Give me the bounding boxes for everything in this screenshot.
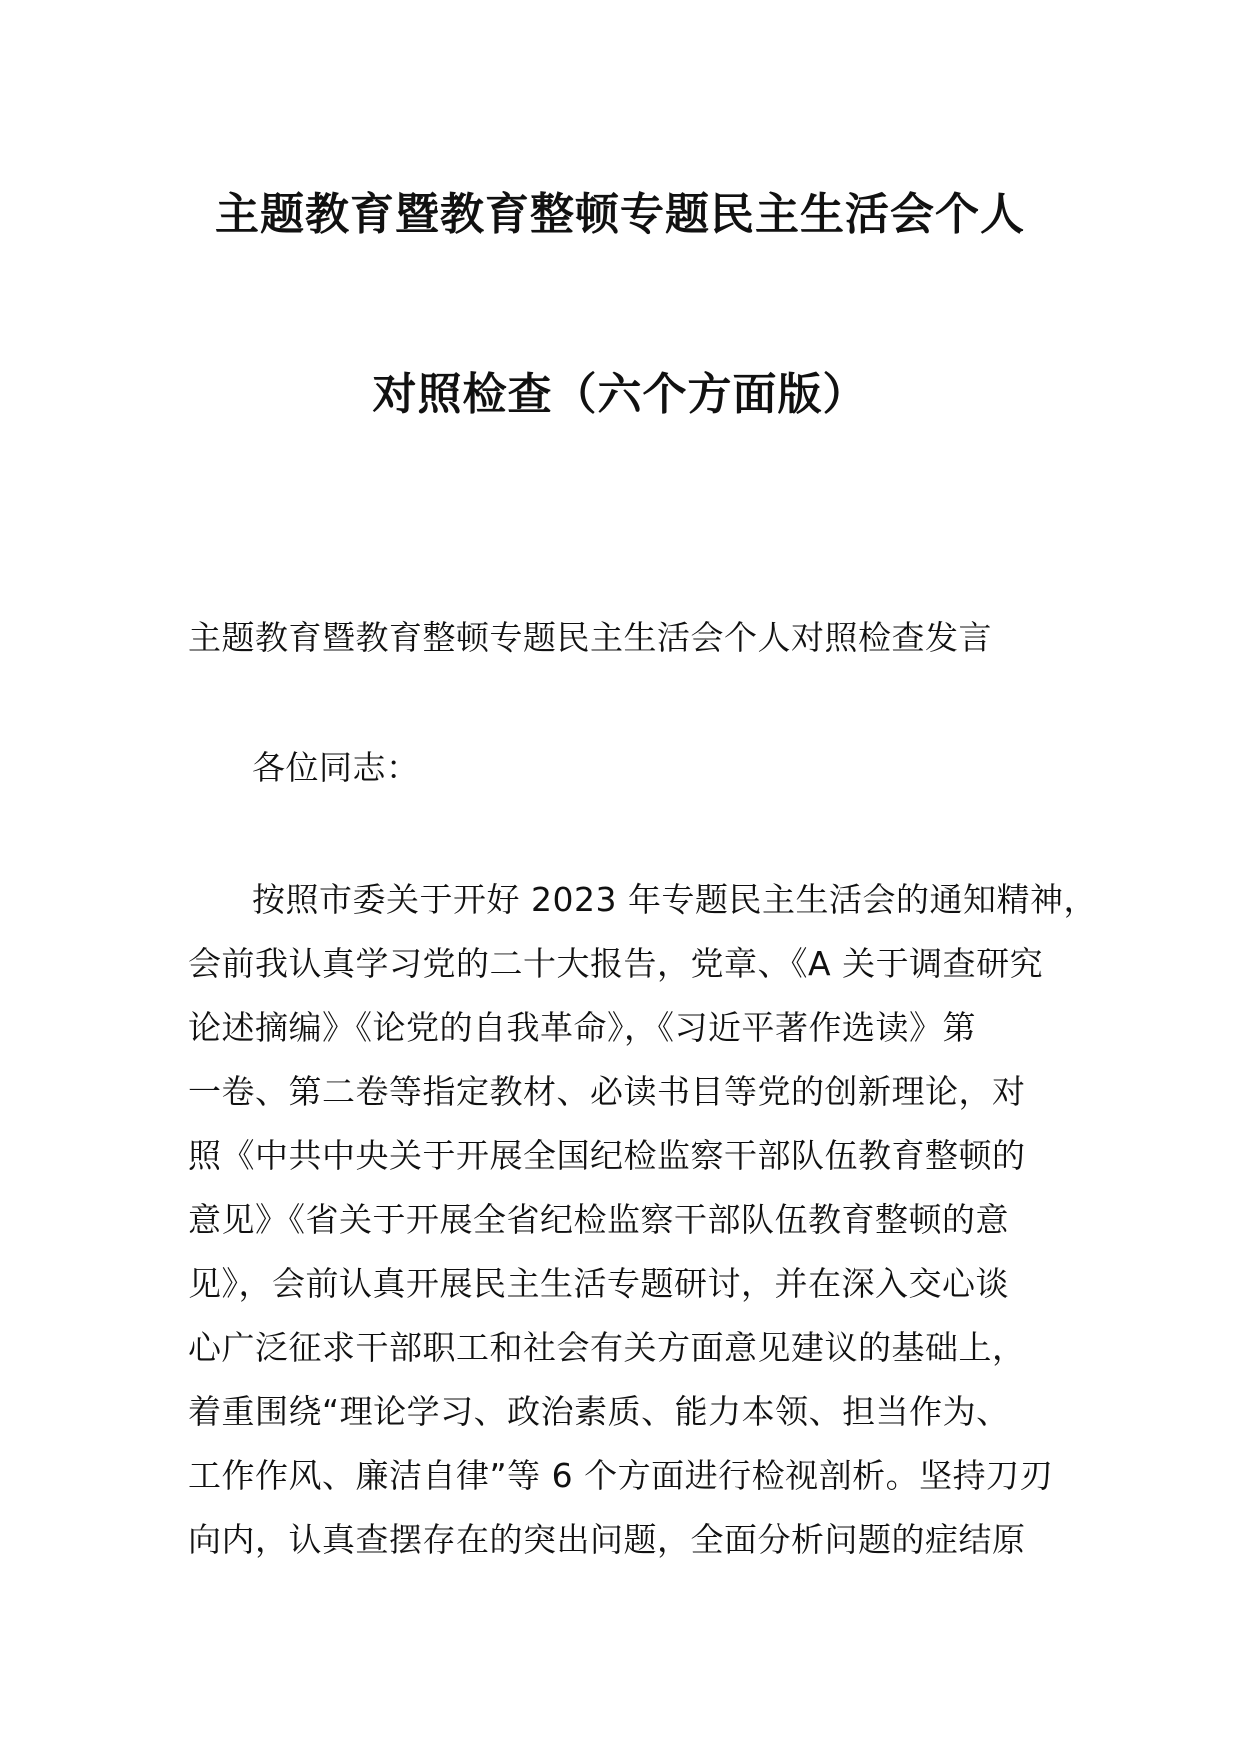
body-line: 一卷、第二卷等指定教材、必读书目等党的创新理论，对: [188, 1072, 1026, 1111]
body-line: 按照市委关于开好 2023 年专题民主生活会的通知精神，: [252, 880, 1097, 919]
document-title-line-2: 对照检查（六个方面版）: [372, 369, 868, 420]
greeting: 各位同志：: [252, 748, 420, 787]
body-line: 意见》《省关于开展全省纪检监察干部队伍教育整顿的意: [188, 1200, 1009, 1239]
speech-subtitle: 主题教育暨教育整顿专题民主生活会个人对照检查发言: [188, 618, 992, 657]
body-paragraph: [188, 868, 1097, 1572]
body-line: 照《中共中央关于开展全国纪检监察干部队伍教育整顿的: [188, 1136, 1026, 1175]
body-line: 着重围绕“理论学习、政治素质、能力本领、担当作为、: [188, 1392, 1010, 1431]
body-line: 向内，认真查摆存在的突出问题，全面分析问题的症结原: [188, 1520, 1026, 1559]
body-line: 会前我认真学习党的二十大报告，党章、《A 关于调查研究: [188, 944, 1044, 983]
body-line: 见》，会前认真开展民主生活专题研讨，并在深入交心谈: [188, 1264, 1009, 1303]
body-line: 论述摘编》《论党的自我革命》，《习近平著作选读》第: [188, 1008, 976, 1047]
document-title-line-1: 主题教育暨教育整顿专题民主生活会个人: [215, 189, 1025, 240]
body-line: 心广泛征求干部职工和社会有关方面意见建议的基础上，: [188, 1328, 1026, 1367]
body-line: 工作作风、廉洁自律”等 6 个方面进行检视剖析。坚持刀刃: [188, 1456, 1054, 1495]
